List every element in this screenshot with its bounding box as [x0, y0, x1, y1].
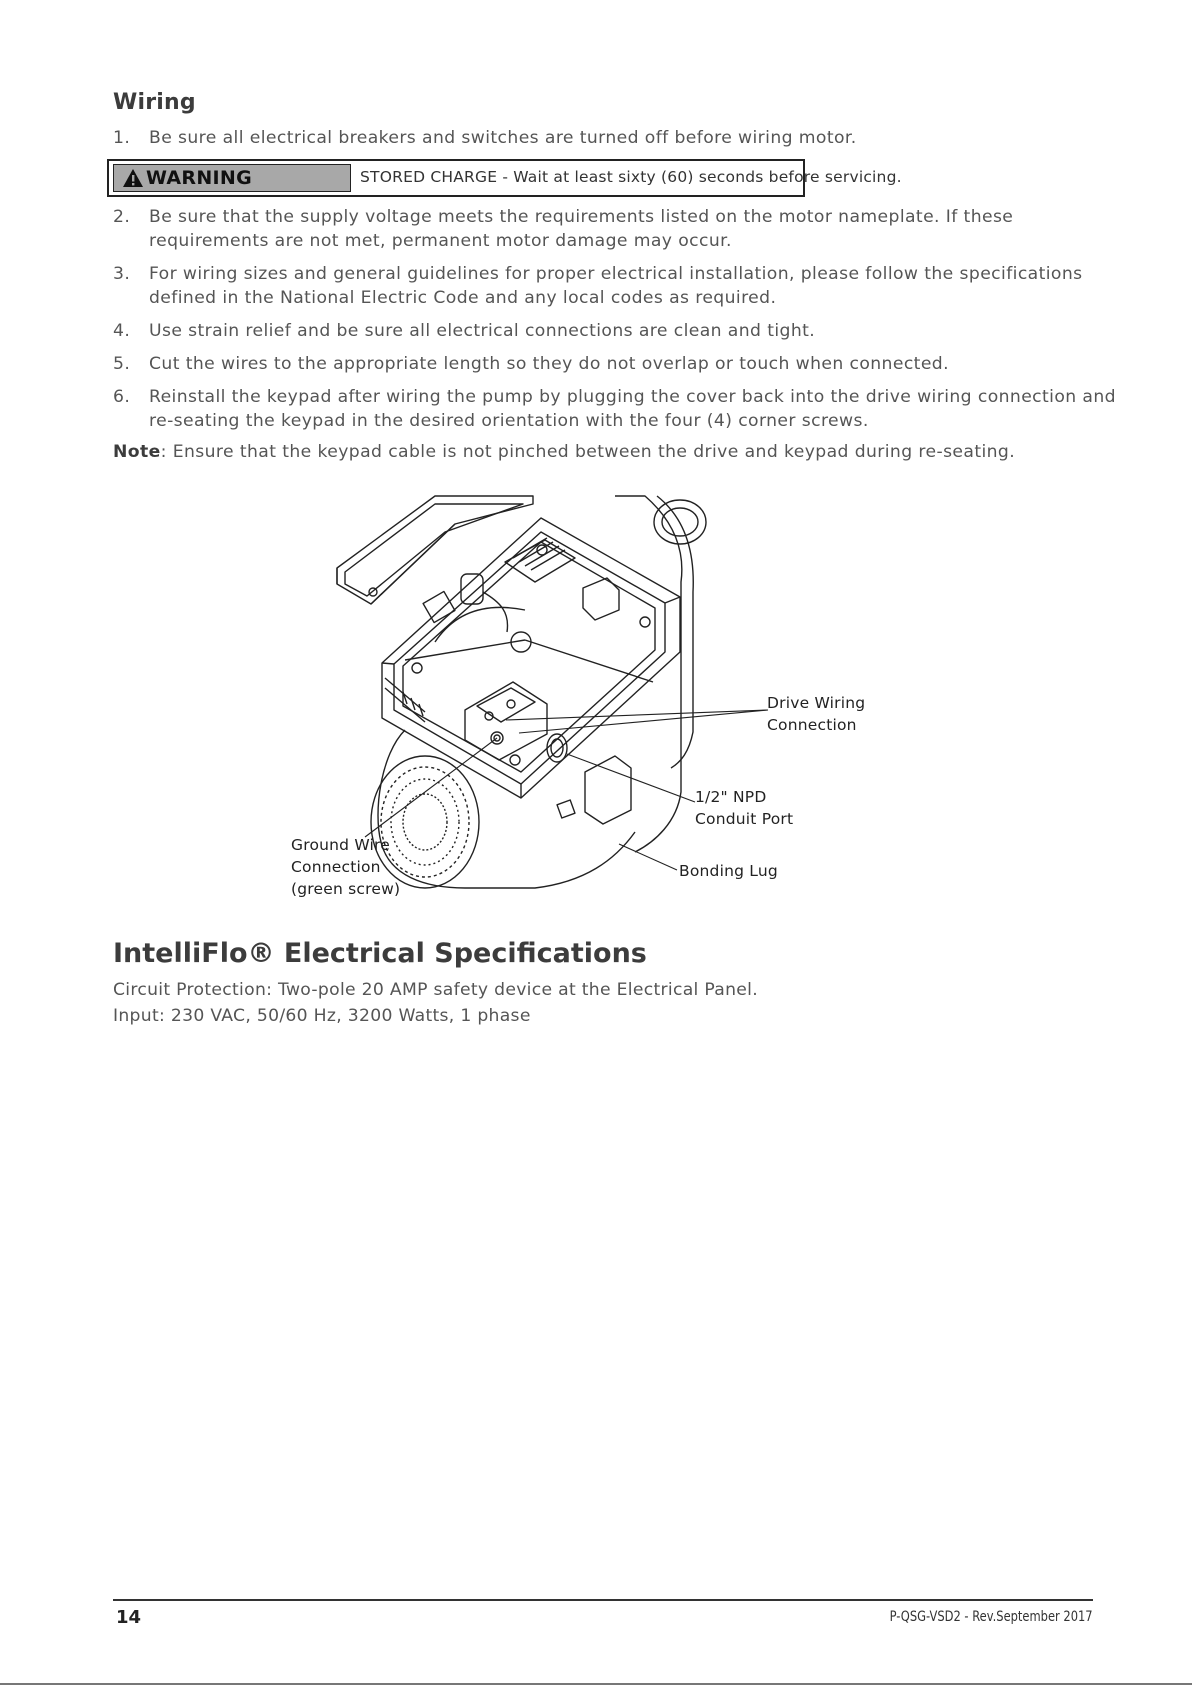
step-number: 1.: [113, 128, 131, 148]
warning-banner: [107, 159, 902, 197]
step-number: 4.: [113, 321, 131, 341]
callout-line: Drive Wiring: [767, 694, 866, 712]
section-heading-wiring: Wiring: [113, 90, 196, 115]
step-text: Reinstall the keypad after wiring the pump by plugging the cover back into the drive wiring connection and re-seating the keypad in the desired orientation with the four (4) corner screws.: [149, 387, 1116, 431]
step-text: Be sure all electrical breakers and switches are turned off before wiring motor.: [149, 128, 857, 148]
step-number: 2.: [113, 207, 131, 227]
callout-line: Conduit Port: [695, 810, 794, 828]
page-number: 14: [116, 1607, 142, 1628]
step-number: 6.: [113, 387, 131, 407]
keypad-cover-drawing: [337, 496, 533, 604]
step-number: 3.: [113, 264, 131, 284]
callout-line: Ground Wire: [291, 836, 390, 854]
note-text: : Ensure that the keypad cable is not pinched between the drive and keypad during re-seating.: [160, 442, 1016, 462]
section-heading-specs: IntelliFlo® Electrical Specifications: [113, 938, 647, 969]
callout-line: (green screw): [291, 880, 401, 898]
footer-divider: [113, 1599, 1093, 1601]
bonding-lug-drawing: [557, 756, 631, 824]
warning-triangle-icon: [122, 168, 144, 188]
step-text: Use strain relief and be sure all electrical connections are clean and tight.: [149, 321, 816, 341]
callout-conduit-port: [695, 786, 793, 830]
callout-line: Connection: [291, 858, 381, 876]
callout-drive-wiring: [767, 692, 865, 736]
spec-input: Input: 230 VAC, 50/60 Hz, 3200 Watts, 1 phase: [113, 1006, 531, 1026]
warning-label: WARNING: [146, 167, 253, 189]
note-label: Note: [113, 442, 161, 462]
step-number: 5.: [113, 354, 131, 374]
motor-body-drawing: [371, 496, 706, 888]
callout-bonding-lug: [679, 860, 778, 882]
warning-label-box: [113, 164, 351, 192]
callout-line: 1/2" NPD: [695, 788, 767, 806]
note-paragraph: [113, 442, 1015, 462]
document-id: P-QSG-VSD2 - Rev.September 2017: [889, 1609, 1093, 1625]
step-text: Cut the wires to the appropriate length so they do not overlap or touch when connected.: [149, 354, 949, 374]
callout-line: Bonding Lug: [679, 862, 778, 880]
warning-message: STORED CHARGE - Wait at least sixty (60) seconds before servicing.: [360, 168, 902, 186]
spec-circuit-protection: Circuit Protection: Two-pole 20 AMP safety device at the Electrical Panel.: [113, 980, 759, 1000]
step-text: For wiring sizes and general guidelines for proper electrical installation, please follow the specifications defined in the National Electric Code and any local codes as required.: [149, 264, 1083, 308]
callout-ground-wire: [291, 834, 400, 900]
callout-line: Connection: [767, 716, 857, 734]
step-text: Be sure that the supply voltage meets the requirements listed on the motor nameplate. If these requirements are not met, permanent motor damage may occur.: [149, 207, 1014, 251]
